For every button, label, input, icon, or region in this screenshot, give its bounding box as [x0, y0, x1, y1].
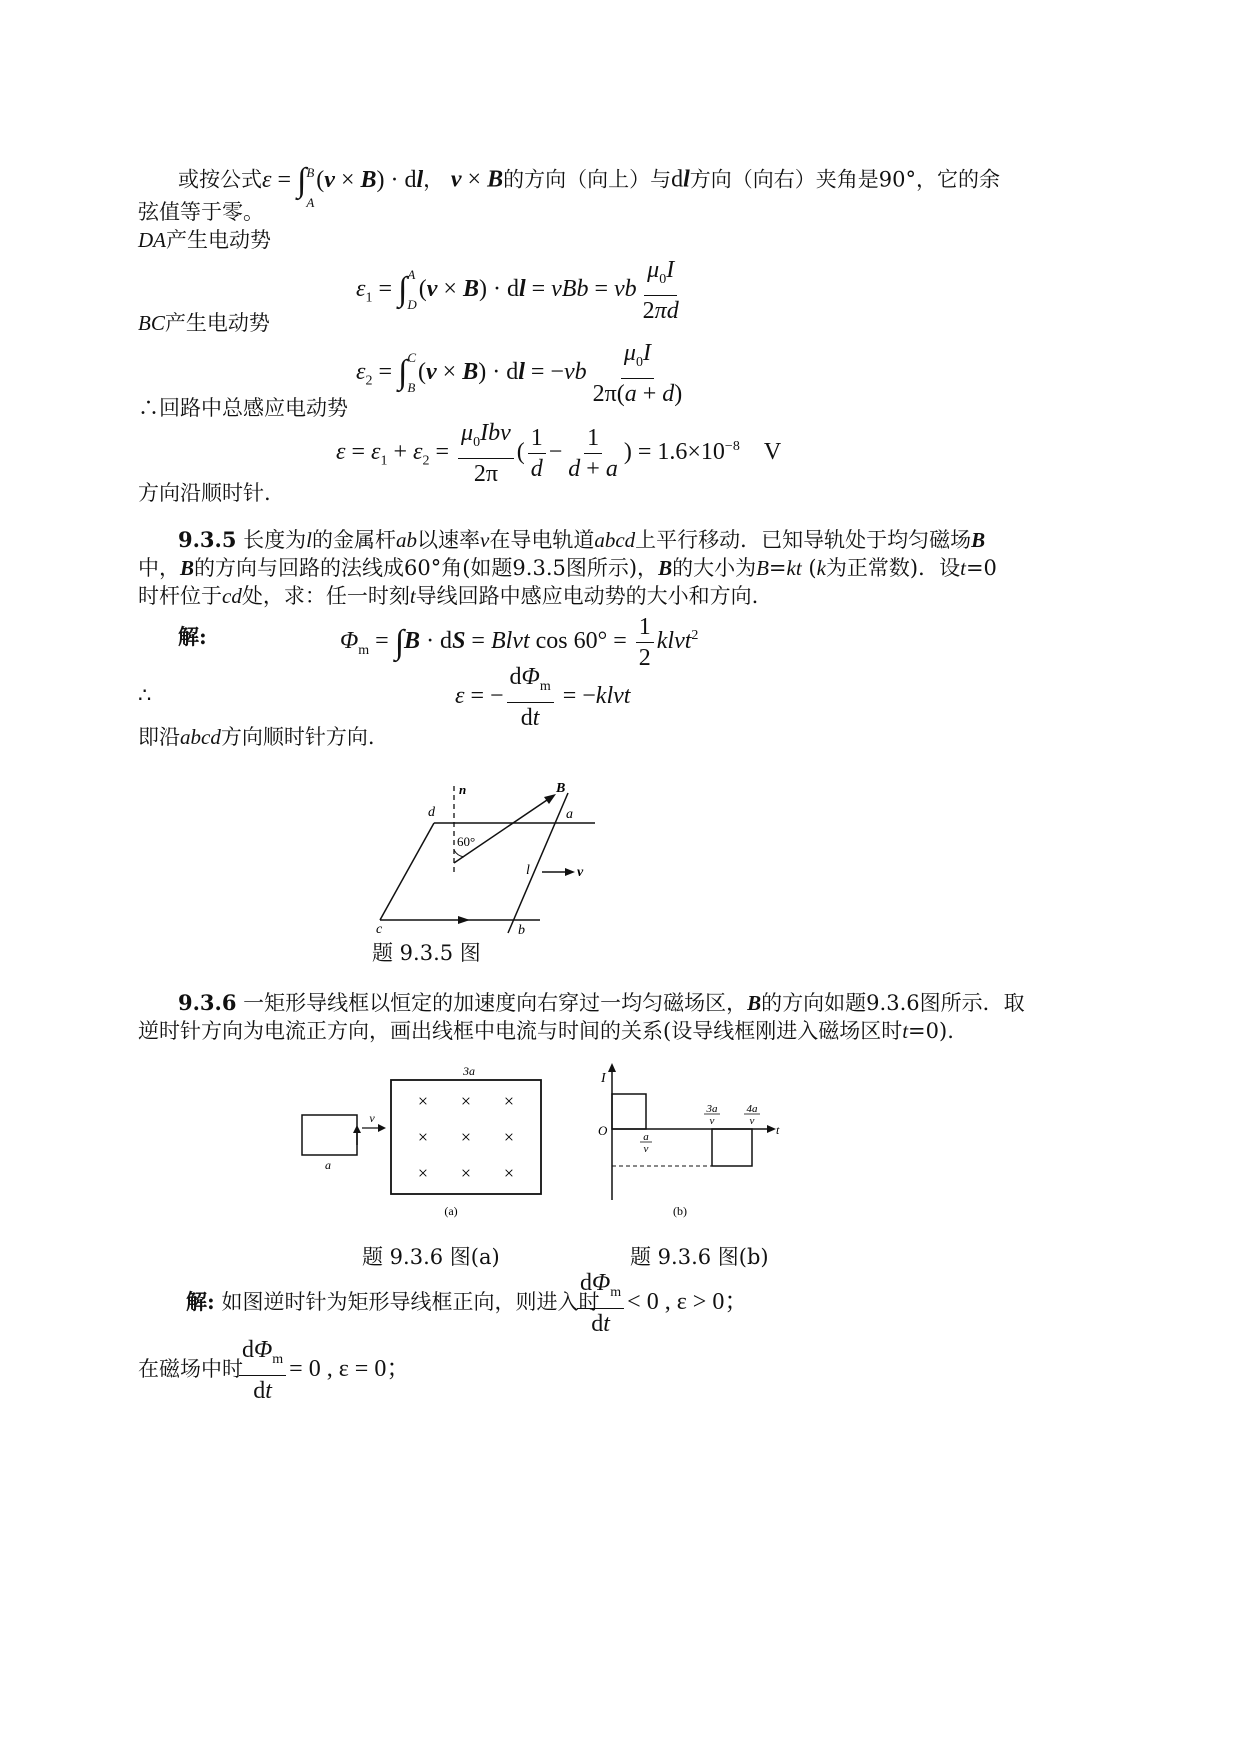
final-line2: 在磁场中时 — [138, 1357, 243, 1381]
a-label: a — [325, 1158, 331, 1172]
svg-text:3a: 3a — [706, 1103, 718, 1115]
bc-heading — [138, 308, 270, 338]
bc-text: 产生电动势 — [164, 311, 270, 335]
para-formula-intro: 或按公式ε = ∫ B A (v × B) · dl， v × B的方向（向上）与dl方向（向右）夹角是90°，它的余 — [178, 162, 1000, 210]
d-label: d — [428, 805, 435, 820]
formula-flux: $\Phi_m = \int B$ · dS = Blvt cos 60° = $\frac{1}{2}$ klvt$^2$ — [340, 614, 699, 671]
para-line: 弦值等于零。 — [138, 200, 264, 224]
cross: × — [503, 1163, 515, 1183]
svg-text:a: a — [643, 1131, 649, 1143]
svg-text:4a: 4a — [746, 1103, 758, 1115]
solution-label: 解: — [178, 624, 207, 649]
formula-total: $\varepsilon = \varepsilon_1 + \varepsilon_2$ = $\frac{\mu_0Ibv}{2\pi}$ ( $\frac{1}{d}$ − $\frac{1}{d + a}$ ) = $1.6\times 10^{-8}$ V — [336, 420, 782, 487]
text: 的方向（向上）与 — [503, 167, 672, 192]
total-value: 1.6×10 — [657, 438, 725, 465]
rod — [508, 793, 568, 933]
svg-text:v: v — [643, 1143, 649, 1155]
cross: × — [460, 1091, 472, 1111]
solution-direction: 即沿abcd方向顺时针方向. — [138, 725, 375, 749]
problem-number: 9.3.5 — [178, 527, 237, 552]
c-label: c — [376, 922, 383, 937]
sub-label-a: (a) — [444, 1204, 458, 1218]
sub-label-b: (b) — [673, 1204, 687, 1218]
figure-936b-caption: 题 9.3.6 图(b) — [630, 1245, 769, 1269]
problem-936-line2: 逆时针方向为电流正方向，画出线框中电流与时间的关系(设导线框刚进入磁场区时t=0). — [138, 1019, 954, 1043]
rail-left — [380, 823, 434, 920]
text: 方向（向右）夹角是90°，它的余 — [689, 167, 1000, 192]
total-unit: V — [763, 438, 782, 465]
formula-epsilon-integral: ε = ∫ B A (v × B) · dl — [262, 162, 424, 210]
figure-936a-caption: 题 9.3.6 图(a) — [362, 1245, 500, 1269]
problem-935-line2: 中，B的方向与回路的法线成60°角(如题9.3.5图所示)，B的大小为B=kt (k为正常数)．设t=0 — [138, 556, 997, 580]
svg-text:v: v — [709, 1115, 715, 1127]
text: ， — [423, 167, 445, 192]
formula-eps1: $\varepsilon_1$ = ∫ A D (v × B) · dl = vBb = vb $\frac{\mu_0I}{2\pi d}$ — [356, 257, 679, 324]
wire-frame — [302, 1115, 357, 1155]
figure-935-caption: 题 9.3.5 图 — [372, 941, 481, 965]
da-text: 产生电动势 — [166, 228, 271, 252]
origin-label: O — [598, 1123, 608, 1138]
cross: × — [503, 1091, 515, 1111]
problem-936-line1: 9.3.6 一矩形导线框以恒定的加速度向右穿过一均匀磁场区，B的方向如题9.3.6图所示．取 — [178, 990, 1025, 1015]
bc-label: BC — [138, 311, 165, 335]
current-arrow — [458, 916, 470, 924]
cross: × — [417, 1127, 429, 1147]
b-vector — [454, 798, 550, 863]
total-heading: ∴回路中总感应电动势 — [138, 396, 348, 420]
da-heading — [138, 225, 271, 255]
final-formula2: $\frac{d\Phi_m}{dt}$ = 0 , ε = 0； — [236, 1335, 410, 1406]
pulse-positive — [612, 1094, 646, 1129]
final-formula1: $\frac{d\Phi_m}{dt}$ < 0 , ε > 0； — [574, 1268, 748, 1339]
cross: × — [460, 1163, 472, 1183]
b-arrowhead — [544, 794, 556, 804]
a-label: a — [566, 807, 573, 822]
problem-935-line1: 9.3.5 长度为l的金属杆ab以速率v在导电轨道abcd上平行移动．已知导轨处于均匀磁场B — [178, 527, 986, 552]
formula-emf: ε = − $\frac{d\Phi_m}{dt}$ = −klvt — [455, 664, 631, 731]
width-label: 3a — [463, 1064, 475, 1078]
text: 或按公式 — [178, 167, 262, 192]
problem-935-line3: 时杆位于cd处，求：任一时刻t导线回路中感应电动势的大小和方向. — [138, 584, 759, 608]
pulse-negative — [712, 1129, 752, 1166]
v-label: v — [369, 1111, 375, 1125]
formula-eps2: $\varepsilon_2$ = ∫ C B (v × B) · dl = −vb $\frac{\mu_0I}{2\pi(a + d)}$ — [356, 340, 683, 407]
final-line1: 解: 如图逆时针为矩形导线框正向，则进入时 — [186, 1289, 600, 1314]
svg-text:v: v — [749, 1115, 755, 1127]
t-label: t — [776, 1123, 780, 1137]
figure-936b — [592, 1060, 792, 1220]
da-label: DA — [138, 228, 166, 252]
cross: × — [503, 1127, 515, 1147]
total-exp: −8 — [724, 438, 740, 454]
l-label: l — [526, 863, 530, 878]
b-label: B — [556, 781, 566, 796]
cross: × — [460, 1127, 472, 1147]
b-point-label: b — [518, 923, 525, 938]
problem-number: 9.3.6 — [178, 990, 237, 1015]
direction-text: 方向沿顺时针. — [138, 481, 271, 505]
figure-935 — [370, 778, 610, 938]
cross: × — [417, 1091, 429, 1111]
cross: × — [417, 1163, 429, 1183]
therefore-symbol: ∴ — [138, 683, 152, 707]
n-label: n — [459, 782, 467, 797]
i-label: I — [601, 1071, 606, 1086]
field-crosses — [418, 1091, 514, 1183]
figure-936a — [296, 1060, 556, 1220]
v-label: v — [577, 865, 584, 880]
angle-label: 60° — [457, 834, 476, 849]
